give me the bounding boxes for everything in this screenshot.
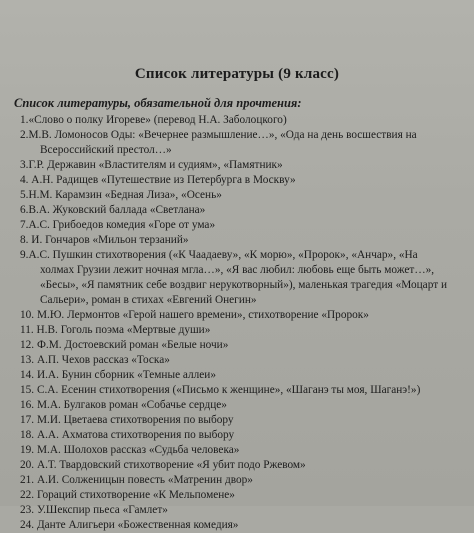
list-item: 22. Гораций стихотворение «К Мельпомене» bbox=[20, 489, 235, 501]
list-item: 18. А.А. Ахматова стихотворения по выбору bbox=[20, 429, 235, 441]
list-item: 8. И. Гончаров «Мильон терзаний» bbox=[20, 234, 189, 246]
page-title: Список литературы (9 класс) bbox=[134, 66, 340, 82]
list-item: 9.А.С. Пушкин стихотворения («К Чаадаеву», «К морю», «Пророк», «Анчар», «На bbox=[20, 249, 418, 261]
list-item-continuation: холмах Грузии лежит ночная мгла…», «Я вас любил: любовь еще быть может…», bbox=[40, 264, 435, 276]
list-item: 19. М.А. Шолохов рассказ «Судьба человека» bbox=[20, 444, 240, 456]
list-item: 15. С.А. Есенин стихотворения («Письмо к женщине», «Шаганэ ты моя, Шаганэ!») bbox=[20, 384, 421, 396]
list-item: 6.В.А. Жуковский баллада «Светлана» bbox=[20, 204, 206, 216]
list-item-continuation: «Бесы», «Я памятник себе воздвиг нерукотворный»), маленькая трагедия «Моцарт и bbox=[40, 279, 448, 291]
list-item: 17. М.И. Цветаева стихотворения по выбору bbox=[20, 414, 234, 426]
list-item: 1.«Слово о полку Игореве» (перевод Н.А. Заболоцкого) bbox=[20, 114, 287, 126]
list-item: 14. И.А. Бунин сборник «Темные аллеи» bbox=[20, 369, 217, 381]
list-item: 11. Н.В. Гоголь поэма «Мертвые души» bbox=[20, 324, 211, 336]
list-item: 12. Ф.М. Достоевский роман «Белые ночи» bbox=[20, 339, 229, 351]
list-item: 16. М.А. Булгаков роман «Собачье сердце» bbox=[20, 399, 227, 411]
list-item: 4. А.Н. Радищев «Путешествие из Петербурга в Москву» bbox=[20, 174, 296, 186]
list-item: 20. А.Т. Твардовский стихотворение «Я убит подо Ржевом» bbox=[20, 459, 306, 471]
reading-list bbox=[20, 113, 470, 533]
list-item-continuation: Сальери», роман в стихах «Евгений Онегин» bbox=[40, 294, 257, 306]
list-item: 21. А.И. Солженицын повесть «Матренин двор» bbox=[20, 474, 253, 486]
list-item: 5.Н.М. Карамзин «Бедная Лиза», «Осень» bbox=[20, 189, 222, 201]
list-item: 7.А.С. Грибоедов комедия «Горе от ума» bbox=[20, 219, 216, 231]
list-item: 24. Данте Алигьери «Божественная комедия» bbox=[20, 519, 239, 531]
section-subtitle: Список литературы, обязательной для прочтения: bbox=[14, 96, 302, 110]
list-item: 2.М.В. Ломоносов Оды: «Вечернее размышление…», «Ода на день восшествия на bbox=[20, 129, 417, 141]
list-item: 3.Г.Р. Державин «Властителям и судиям», «Памятник» bbox=[20, 159, 283, 171]
list-item: 23. У.Шекспир пьеса «Гамлет» bbox=[20, 504, 168, 516]
list-item: 13. А.П. Чехов рассказ «Тоска» bbox=[20, 354, 170, 366]
list-item-continuation: Всероссийский престол…» bbox=[40, 144, 172, 156]
list-item: 10. М.Ю. Лермонтов «Герой нашего времени», стихотворение «Пророк» bbox=[20, 309, 369, 321]
